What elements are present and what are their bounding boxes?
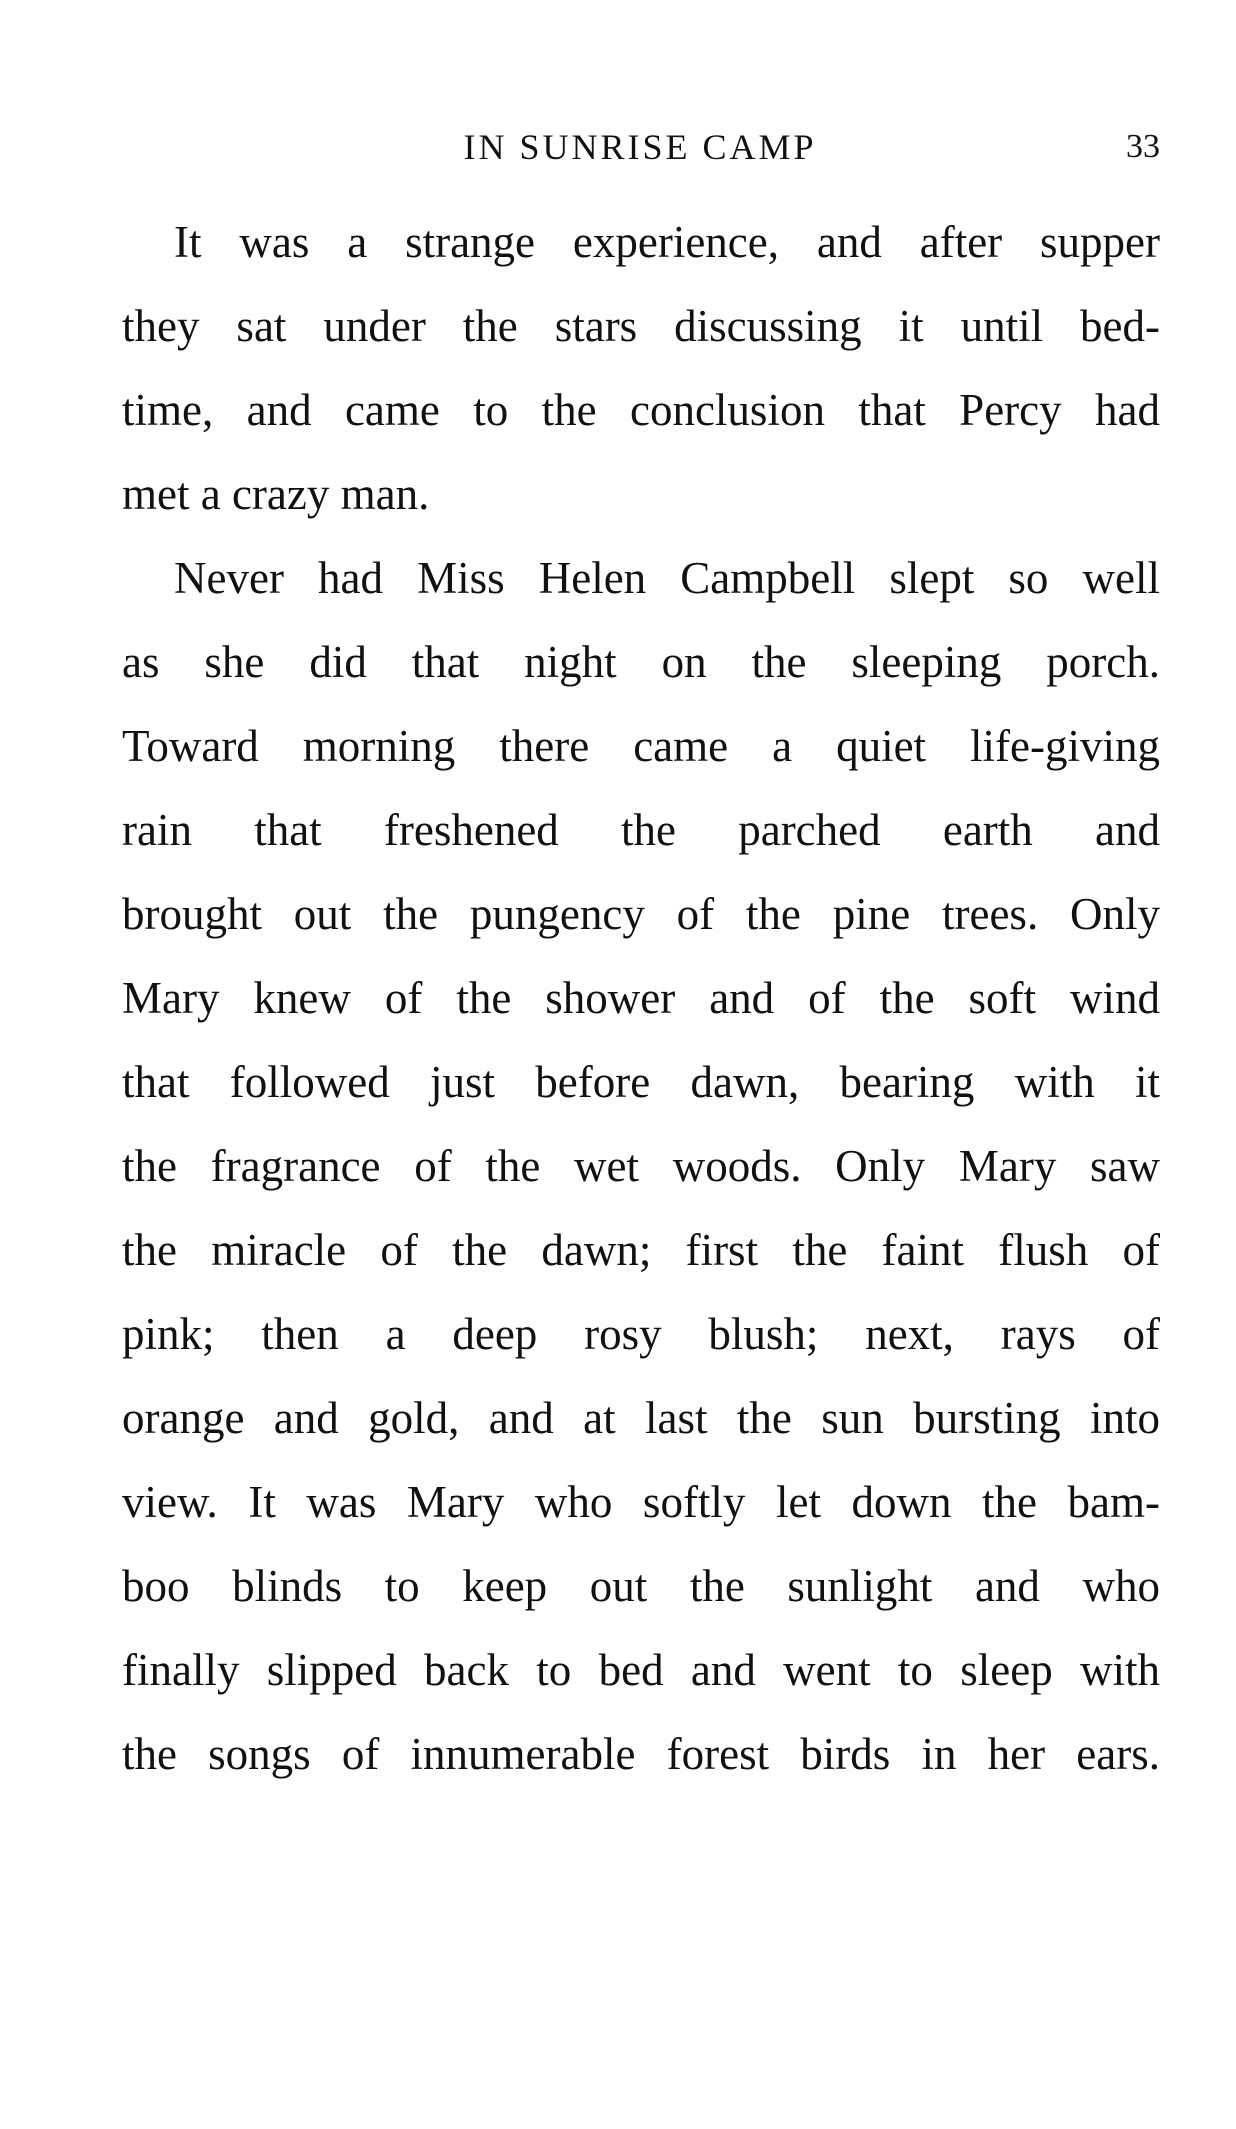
text-line: boo blinds to keep out the sunlight and who xyxy=(122,1561,1160,1611)
running-title: IN SUNRISE CAMP xyxy=(463,127,817,167)
text-line: Mary knew of the shower and of the soft wind xyxy=(122,973,1160,1023)
text-line: brought out the pungency of the pine trees. Only xyxy=(122,889,1160,939)
text-line: the miracle of the dawn; first the faint flush of xyxy=(122,1225,1160,1275)
text-line: orange and gold, and at last the sun bursting into xyxy=(122,1393,1160,1443)
text-line: that followed just before dawn, bearing with it xyxy=(122,1057,1160,1107)
text-line: they sat under the stars discussing it until bed- xyxy=(122,301,1160,351)
text-line: as she did that night on the sleeping porch. xyxy=(122,637,1160,687)
text-line: the songs of innumerable forest birds in her ears. xyxy=(122,1729,1160,1779)
body-text xyxy=(122,200,1160,1796)
paragraph-2 xyxy=(122,536,1160,1796)
text-line: view. It was Mary who softly let down the bam- xyxy=(122,1477,1160,1527)
text-line: pink; then a deep rosy blush; next, rays of xyxy=(122,1309,1160,1359)
text-line: Never had Miss Helen Campbell slept so well xyxy=(174,553,1160,603)
text-line: rain that freshened the parched earth and xyxy=(122,805,1160,855)
text-line: the fragrance of the wet woods. Only Mary saw xyxy=(122,1141,1160,1191)
text-line: time, and came to the conclusion that Percy had xyxy=(122,385,1160,435)
page-number: 33 xyxy=(1126,128,1160,165)
text-line: Toward morning there came a quiet life-giving xyxy=(122,721,1160,771)
running-head xyxy=(120,122,1160,172)
text-line: finally slipped back to bed and went to sleep with xyxy=(122,1645,1160,1695)
text-line: It was a strange experience, and after supper xyxy=(174,217,1160,267)
text-line: met a crazy man. xyxy=(122,469,430,519)
paragraph-1 xyxy=(122,200,1160,536)
